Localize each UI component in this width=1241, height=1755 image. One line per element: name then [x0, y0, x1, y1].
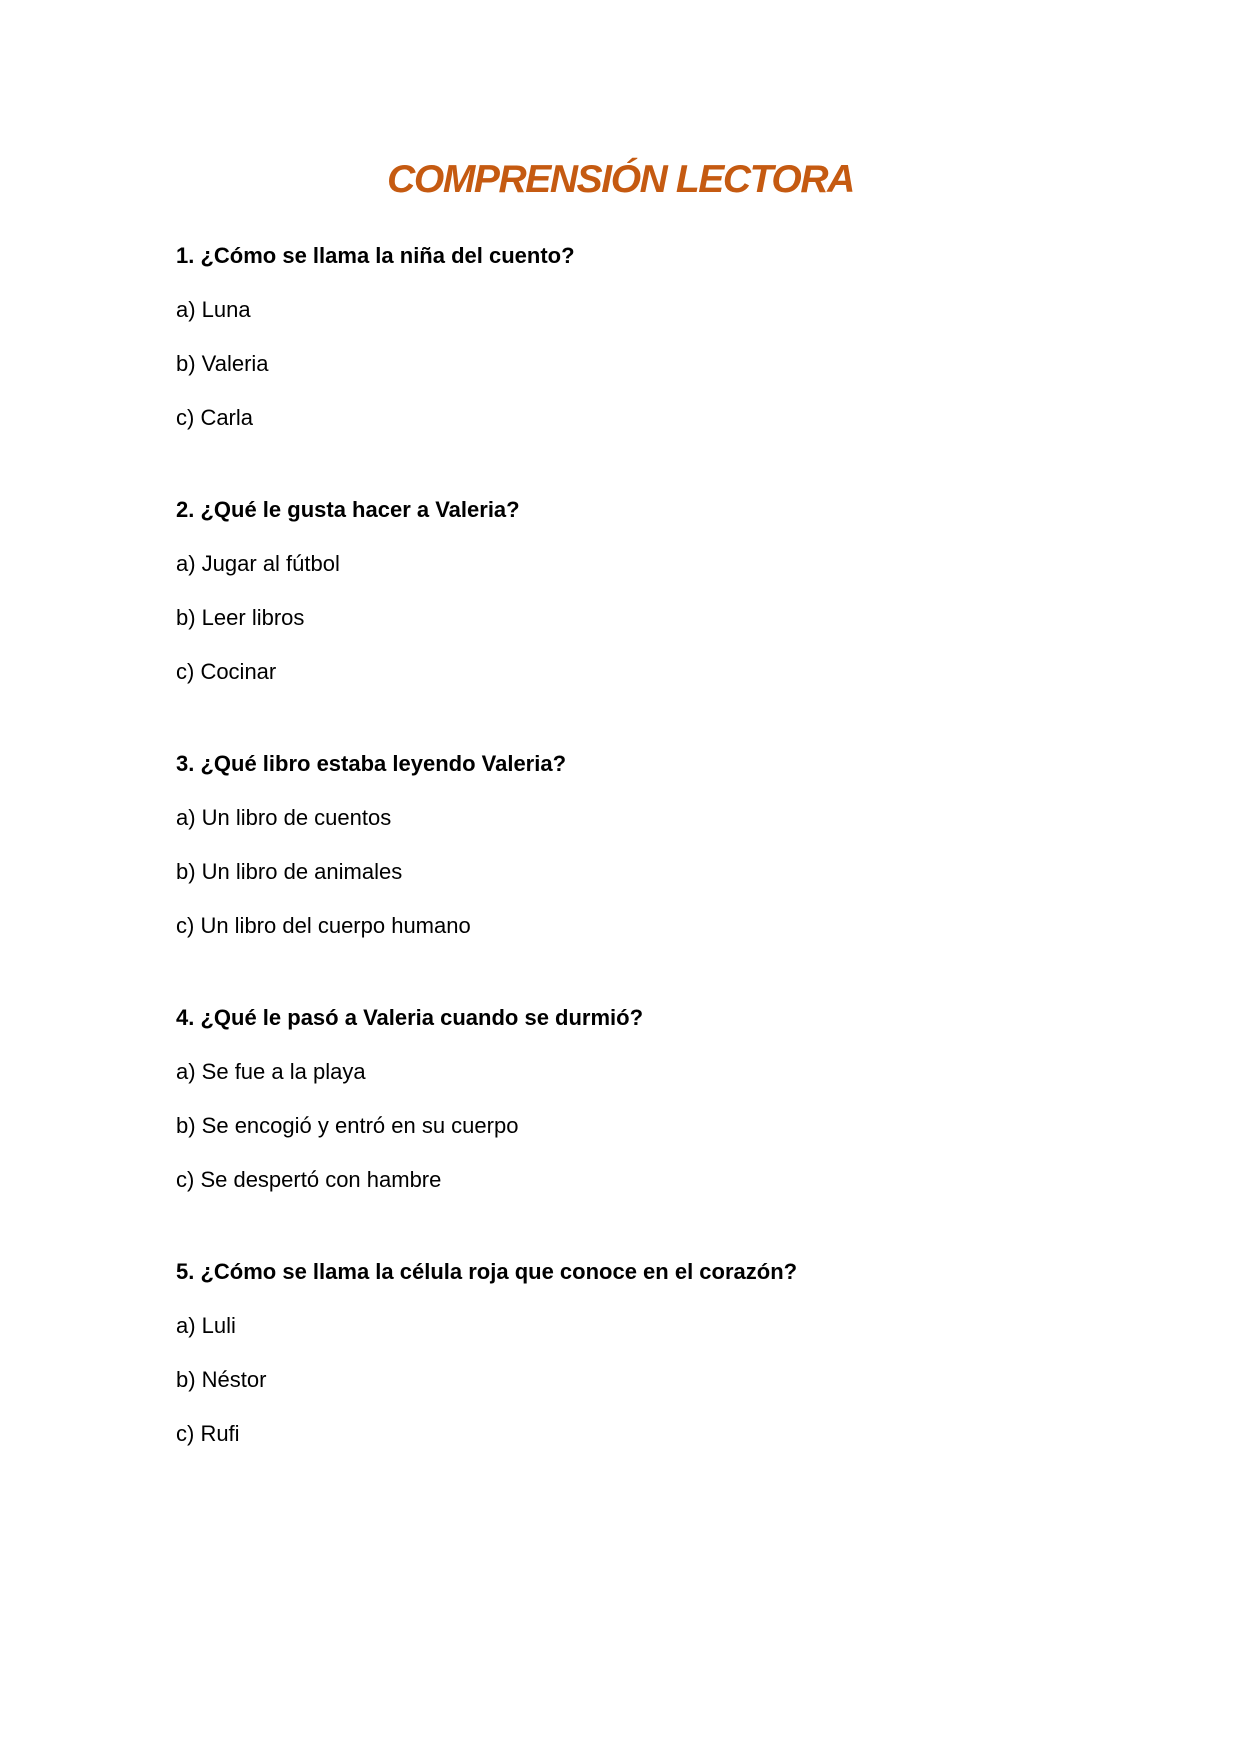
document-title: COMPRENSIÓN LECTORA	[387, 158, 854, 201]
answer-option: a) Luli	[176, 1313, 236, 1338]
answer-option: b) Néstor	[176, 1367, 267, 1392]
question-text: 3. ¿Qué libro estaba leyendo Valeria?	[176, 751, 567, 776]
answer-option: c) Rufi	[176, 1421, 240, 1446]
answer-option: c) Carla	[176, 405, 254, 430]
question-block-5	[176, 1259, 1121, 1447]
question-text: 4. ¿Qué le pasó a Valeria cuando se durmió?	[176, 1005, 644, 1030]
question-block-3	[176, 751, 1121, 939]
answer-option: b) Valeria	[176, 351, 269, 376]
answer-option: a) Se fue a la playa	[176, 1059, 366, 1084]
answer-option: a) Luna	[176, 297, 251, 322]
questions-list	[0, 202, 1241, 1447]
answer-option: c) Cocinar	[176, 659, 277, 684]
question-text: 5. ¿Cómo se llama la célula roja que conoce en el corazón?	[176, 1259, 798, 1284]
answer-option: b) Un libro de animales	[176, 859, 403, 884]
question-block-2	[176, 497, 1121, 685]
answer-option: b) Se encogió y entró en su cuerpo	[176, 1113, 519, 1138]
question-text: 2. ¿Qué le gusta hacer a Valeria?	[176, 497, 520, 522]
answer-option: a) Jugar al fútbol	[176, 551, 340, 576]
answer-option: c) Se despertó con hambre	[176, 1167, 442, 1192]
question-text: 1. ¿Cómo se llama la niña del cuento?	[176, 243, 575, 268]
answer-option: a) Un libro de cuentos	[176, 805, 392, 830]
answer-option: c) Un libro del cuerpo humano	[176, 913, 471, 938]
question-block-4	[176, 1005, 1121, 1193]
question-block-1	[176, 243, 1121, 431]
answer-option: b) Leer libros	[176, 605, 305, 630]
